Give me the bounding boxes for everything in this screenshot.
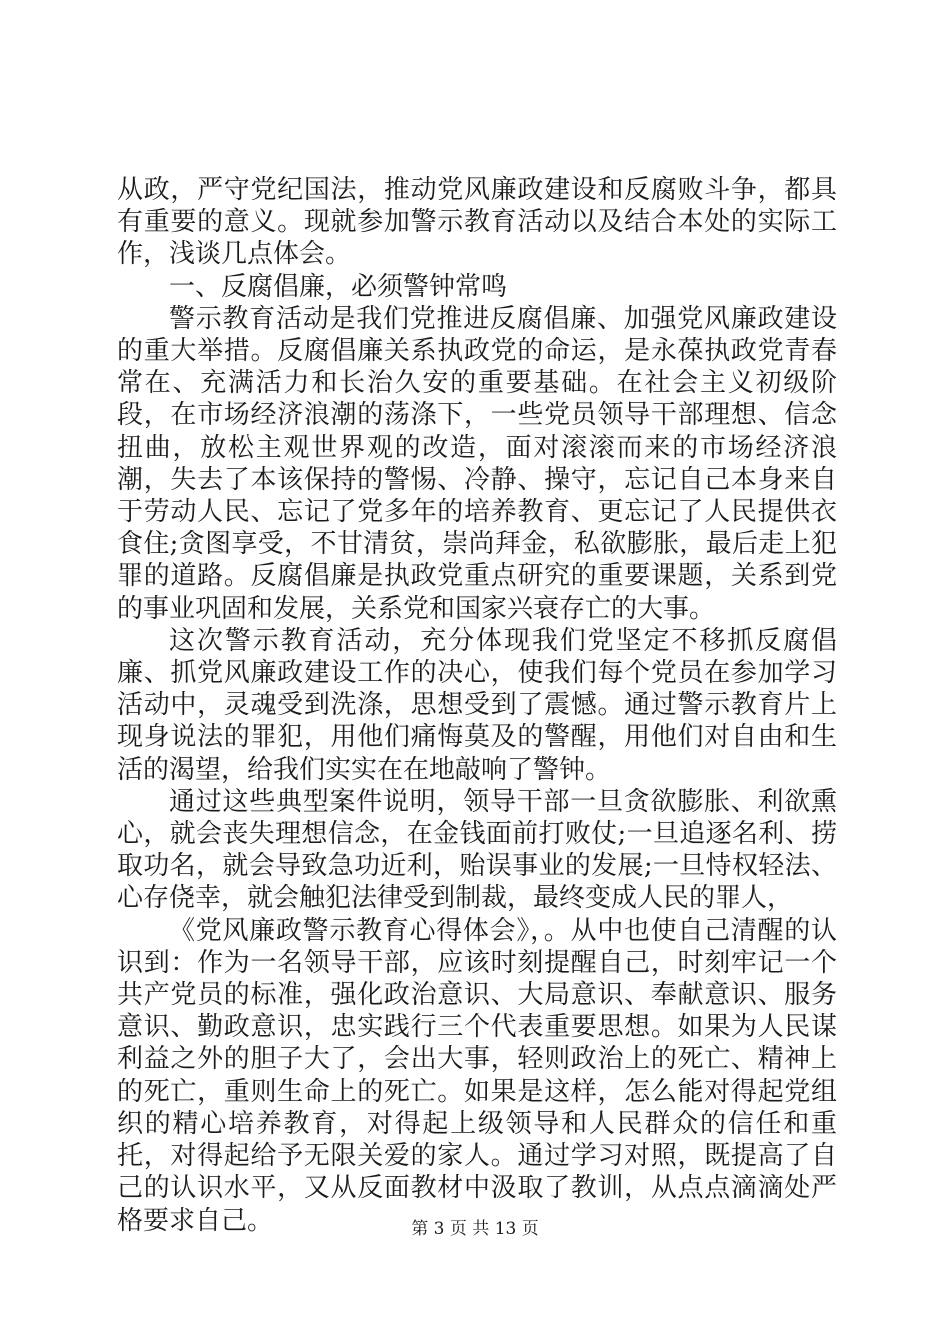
paragraph-intro: 从政，严守党纪国法，推动党风廉政建设和反腐败斗争，都具有重要的意义。现就参加警示教育活动以及结合本处的实际工作，浅谈几点体会。 bbox=[117, 175, 837, 270]
page-number-footer: 第 3 页 共 13 页 bbox=[411, 1219, 539, 1239]
document-body bbox=[117, 174, 837, 1237]
paragraph-activity: 这次警示教育活动，充分体现我们党坚定不移抓反腐倡廉、抓党风廉政建设工作的决心，使我们每个党员在参加学习活动中，灵魂受到洗涤，思想受到了震憾。通过警示教育片上现身说法的罪犯，用他们痛悔莫及的警醒，用他们对自由和生活的渴望，给我们实实在在地敲响了警钟。 bbox=[117, 625, 837, 785]
section-heading-1: 一、反腐倡廉，必须警钟常鸣 bbox=[169, 271, 508, 302]
paragraph-warning-education: 警示教育活动是我们党推进反腐倡廉、加强党风廉政建设的重大举措。反腐倡廉关系执政党的命运，是永葆执政党青春常在、充满活力和长治久安的重要基础。在社会主义初级阶段，在市场经济浪潮的荡涤下，一些党员领导干部理想、信念扭曲，放松主观世界观的改造，面对滚滚而来的市场经济浪潮，失去了本该保持的警惕、冷静、操守，忘记自己本身来自于劳动人民、忘记了党多年的培养教育、更忘记了人民提供衣食住;贪图享受，不甘清贫，崇尚拜金，私欲膨胀，最后走上犯罪的道路。反腐倡廉是执政党重点研究的重要课题，关系到党的事业巩固和发展，关系党和国家兴衰存亡的大事。 bbox=[117, 303, 837, 624]
paragraph-reflection: 《党风廉政警示教育心得体会》，。从中也使自己清醒的认识到：作为一名领导干部，应该时刻提醒自己，时刻牢记一个共产党员的标准，强化政治意识、大局意识、奉献意识、服务意识、勤政意识，忠实践行三个代表重要思想。如果为人民谋利益之外的胆子大了，会出大事，轻则政治上的死亡、精神上的死亡，重则生命上的死亡。如果是这样，怎么能对得起党组织的精心培养教育，对得起上级领导和人民群众的信任和重托，对得起给予无限关爱的家人。通过学习对照，既提高了自己的认识水平，又从反面教材中汲取了教训，从点点滴滴处严格要求自己。 bbox=[117, 915, 837, 1236]
paragraph-typical-cases: 通过这些典型案件说明，领导干部一旦贪欲膨胀、利欲熏心，就会丧失理想信念，在金钱面前打败仗;一旦追逐名利、捞取功名，就会导致急功近利，贻误事业的发展;一旦恃权轻法、心存侥幸，就会触犯法律受到制裁，最终变成人民的罪人， bbox=[117, 786, 837, 914]
